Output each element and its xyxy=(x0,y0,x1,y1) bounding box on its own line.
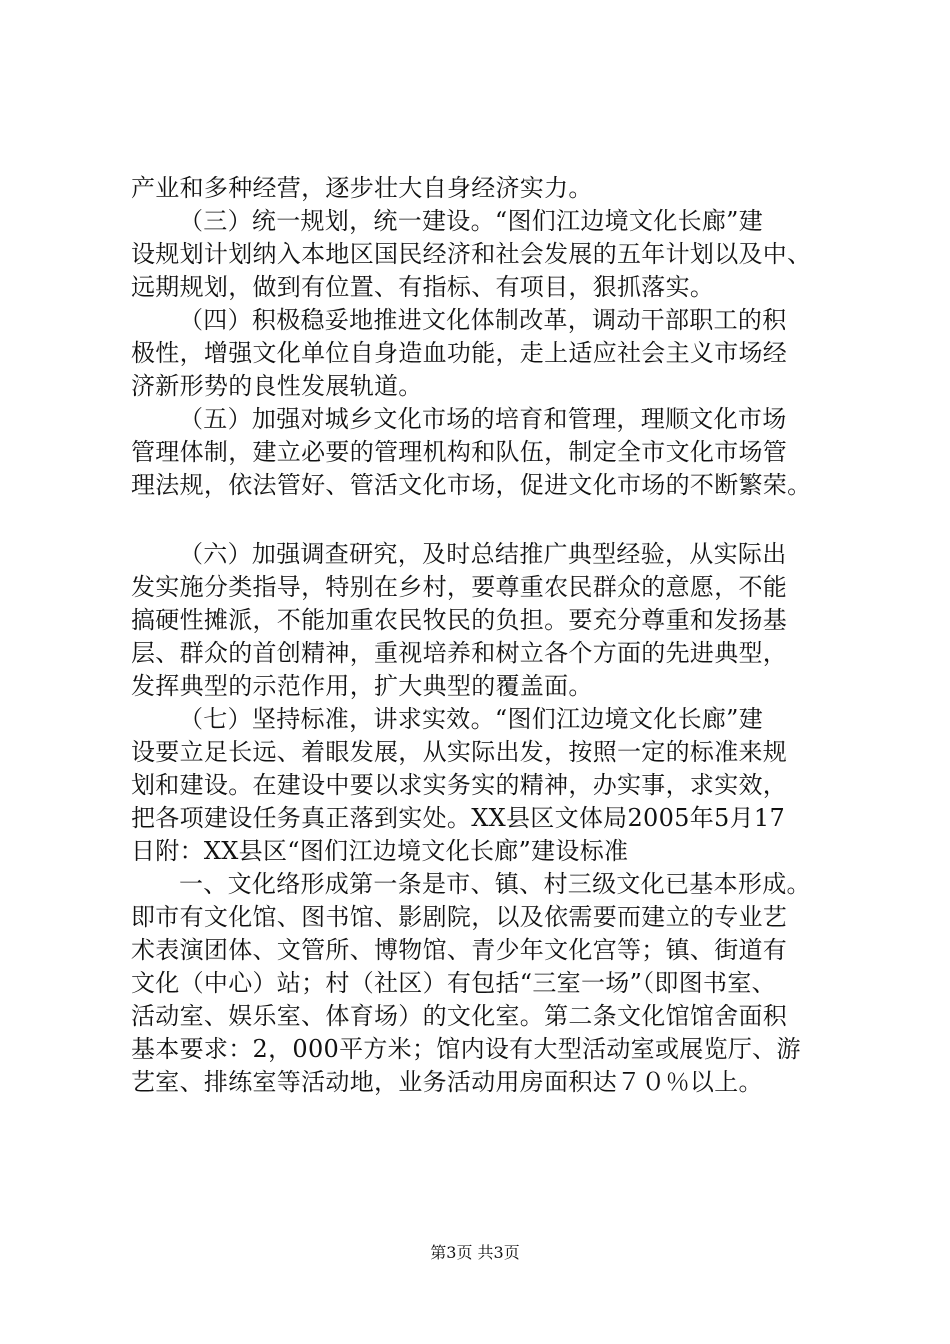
text-line: 把各项建设任务真正落到实处。XX县区文体局2005年5月17 xyxy=(131,804,786,832)
document-body xyxy=(131,172,839,1099)
text-line: 基本要求：2，000平方米；馆内设有大型活动室或展览厅、游 xyxy=(131,1035,801,1063)
paragraph-5-start: （五）加强对城乡文化市场的培育和管理，理顺文化市场 xyxy=(179,405,787,433)
text-line: 远期规划，做到有位置、有指标、有项目，狠抓落实。 xyxy=(131,273,715,301)
text-line: 文化（中心）站；村（社区）有包括“三室一场”（即图书室、 xyxy=(131,969,776,997)
text-line: 极性，增强文化单位自身造血功能，走上适应社会主义市场经 xyxy=(131,339,788,367)
text-line: 发挥典型的示范作用，扩大典型的覆盖面。 xyxy=(131,672,593,700)
text-line: 日附：XX县区“图们江边境文化长廊”建设标准 xyxy=(131,837,629,865)
text-line: 搞硬性摊派，不能加重农民牧民的负担。要充分尊重和发扬基 xyxy=(131,606,788,634)
paragraph-3-start: （三）统一规划，统一建设。“图们江边境文化长廊”建 xyxy=(179,207,764,235)
section-1-start: 一、文化络形成第一条是市、镇、村三级文化已基本形成。 xyxy=(179,870,811,898)
text-line: 发实施分类指导，特别在乡村，要尊重农民群众的意愿，不能 xyxy=(131,573,788,601)
text-line: 济新形势的良性发展轨道。 xyxy=(131,372,423,400)
paragraph-4-start: （四）积极稳妥地推进文化体制改革，调动干部职工的积 xyxy=(179,306,787,334)
text-line: 产业和多种经营，逐步壮大自身经济实力。 xyxy=(131,174,593,202)
text-line: 管理体制，建立必要的管理机构和队伍，制定全市文化市场管 xyxy=(131,438,788,466)
text-line: 活动室、娱乐室、体育场）的文化室。第二条文化馆馆舍面积 xyxy=(131,1002,788,1030)
paragraph-gap xyxy=(131,502,839,538)
text-line: 设规划计划纳入本地区国民经济和社会发展的五年计划以及中、 xyxy=(131,240,812,268)
text-line: 划和建设。在建设中要以求实务实的精神，办实事，求实效， xyxy=(131,771,788,799)
text-line: 即市有文化馆、图书馆、影剧院，以及依需要而建立的专业艺 xyxy=(131,903,788,931)
text-line: 层、群众的首创精神，重视培养和树立各个方面的先进典型， xyxy=(131,639,788,667)
text-line: 理法规，依法管好、管活文化市场，促进文化市场的不断繁荣。 xyxy=(131,471,812,499)
page-footer xyxy=(0,1243,950,1263)
text-line: 术表演团体、文管所、博物馆、青少年文化宫等；镇、街道有 xyxy=(131,936,788,964)
paragraph-7-start: （七）坚持标准，讲求实效。“图们江边境文化长廊”建 xyxy=(179,705,764,733)
text-line: 艺室、排练室等活动地，业务活动用房面积达７０％以上。 xyxy=(131,1068,763,1096)
paragraph-6-start: （六）加强调查研究，及时总结推广典型经验，从实际出 xyxy=(179,540,787,568)
page-number: 第3页 共3页 xyxy=(430,1243,520,1262)
text-line: 设要立足长远、着眼发展，从实际出发，按照一定的标准来规 xyxy=(131,738,788,766)
